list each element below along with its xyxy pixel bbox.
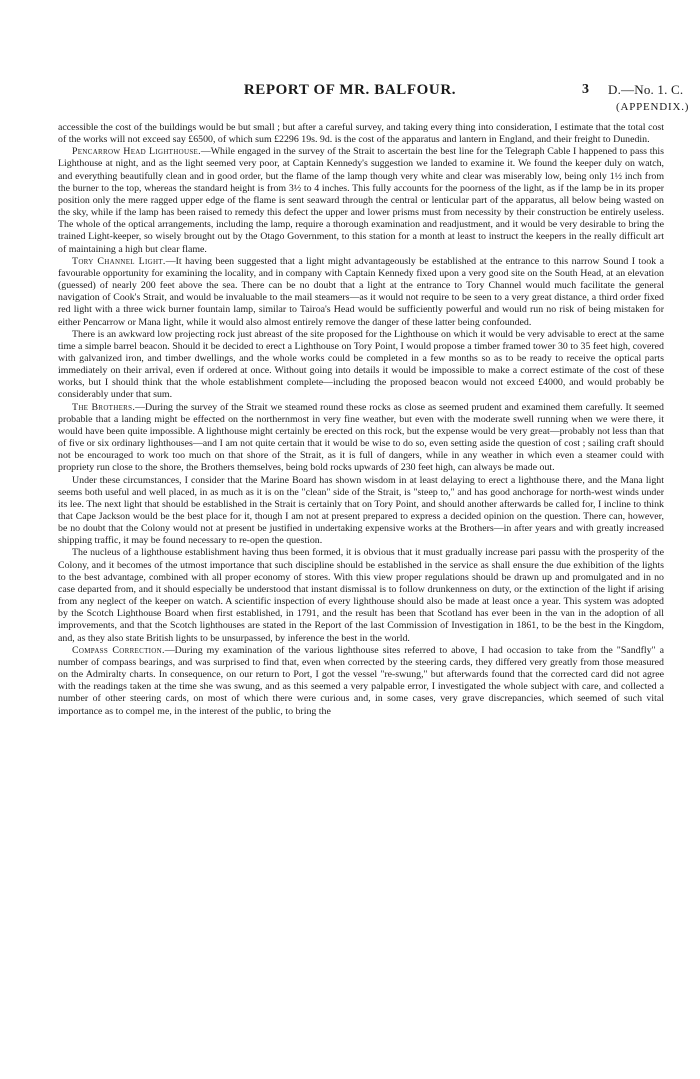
page-title: REPORT OF MR. BALFOUR. bbox=[243, 82, 457, 98]
paragraph-the-brothers bbox=[58, 402, 664, 475]
paragraph-text: —While engaged in the survey of the Strait to ascertain the best line for the Telegraph Cable I happened to pass this Lighthouse at night, and as the light seemed very poor, at Captain Kennedy's suggestion we landed to examine it. We found the keeper duly on watch, and everything beautifully clean and in good order, but the flame of the lamp though very white and clear was miserably low, being only 1½ inch from the burner to the top, whereas the standard height is from 3½ to 4 inches. This fully accounts for the poorness of the light, as if the lamp be in its proper position only the mere ragged upper edge of the flame is sent seaward through the central or lenticular part of the apparatus, all below being wasted on the sky, while if the lamp has been raised to remedy this defect the upper and lower prisms must from necessity by their construction be entirely useless. The whole of the optical arrangements, including the lamp, require a thorough examination and readjustment, and it would be very desirable to bring the trained Light-keeper, so wisely brought out by the Otago Government, to this station for a month at least to instruct the keepers in the really difficult art of maintaining a high but clear flame. bbox=[58, 146, 664, 255]
paragraph-lighthouse-establishment bbox=[58, 547, 664, 644]
paragraph-text: There is an awkward low projecting rock just abreast of the site proposed for the Lighthouse on which it would be very advisable to erect at the same time a simple barrel beacon. Should it be decided to erect a Lighthouse on Tory Point, I would propose a timber framed tower 30 to 35 feet high, covered with galvanized iron, and timber dwellings, and the whole works could be completed in a few months so as to be ready to receive the optical parts immediately on their arrival, even if ordered at once. Without going into details it would be impossible to make a correct estimate of the cost of these works, but I should think that the whole establishment complete—including the proposed beacon would not exceed £4000, and would probably be considerably under that sum. bbox=[58, 328, 664, 401]
paragraph-text: —During the survey of the Strait we steamed round these rocks as close as seemed prudent and examined them carefully. It seemed probable that a landing might be effected on the northernmost in very fine weather, but even with the moderate swell running when we were there, it would have been quite impossible. A lighthouse might certainly be erected on this rock, but the expense would be very great—probably not less than that of five or six ordinary lighthouses—and I am not quite certain that it would be wise to do so, even setting aside the question of cost ; sailing craft should not be encouraged to work too much on that shore of the Strait, as it is full of dangers, while in any weather in which even a steamer could with propriety run close to the shore, the Brothers themselves, being bold rocks upwards of 230 feet high, can always be made out. bbox=[58, 401, 664, 474]
paragraph-text: The nucleus of a lighthouse establishment having thus been formed, it is obvious that it must gradually increase pari passu with the prosperity of the Colony, and it becomes of the utmost importance that such discipline should be established in the service as shall ensure the due exhibition of the lights to the best advantage, combined with all proper economy of stores. With this view proper regulations should be drawn up and promulgated and in no case departed from, and it should especially be understood that instant dismissal is to follow drunkenness on duty, or the extinction of the light if arising from any neglect of the keeper on watch. A scientific inspection of every lighthouse should also be made at least once a year. This system was adopted by the Scotch Lighthouse Board when first established, in 1791, and the result has been that Scotland has ever been in the van in the adoption of all improvements, and that the Scotch lighthouses are stated in the Report of the last Commission of Investigation in 1861, to be the best in the Kingdom, and, as they also state British lights to be unsurpassed, by inference the best in the world. bbox=[58, 547, 664, 644]
paragraph-text: accessible the cost of the buildings would be but small ; but after a careful survey, and taking every thing into consideration, I estimate that the total cost of the works will not exceed say £6500, of which sum £2296 19s. 9d. is the cost of the apparatus and lantern in England, and their freight to Dunedin. bbox=[58, 122, 664, 146]
paragraph-tory-channel bbox=[58, 256, 664, 329]
appendix-label: (APPENDIX.) bbox=[616, 101, 690, 113]
report-body bbox=[58, 122, 664, 718]
section-heading: The Brothers. bbox=[72, 401, 136, 413]
paragraph-pencarrow-head bbox=[58, 146, 664, 255]
paragraph-cost-estimate bbox=[58, 122, 664, 146]
document-reference: D.—No. 1. C. bbox=[608, 82, 684, 97]
paragraph-text: Under these circumstances, I consider that the Marine Board has shown wisdom in at least delaying to erect a lighthouse there, and the Mana light seems both useful and well placed, in as much as it is on the "clean" side of the Strait, is "steep to," and has good anchorage for north-west winds under its lee. The next light that should be established in the Strait is certainly that on Tory Point, and should another afterwards be called for, I incline to think that Cape Jackson would be the best place for it, though I am not at present prepared to express a decided opinion on the question. There can, however, be no doubt that the Colony would not at present be justified in undertaking expensive works at the Brothers—in after years and with greatly increased shipping traffic, it may be found necessary to re-open the question. bbox=[58, 474, 664, 547]
paragraph-tory-point-beacon bbox=[58, 329, 664, 402]
paragraph-text: —During my examination of the various lighthouse sites referred to above, I had occasion to take from the "Sandfly" a number of compass bearings, and was surprised to find that, even when corrected by the steering cards, they differed very greatly from those measured on the Admiralty charts. In consequence, on our return to Port, I got the vessel "re-swung," but afterwards found that the corrected card did not agree with the readings taken at the time she was swung, and as this seemed a very palpable error, I investigated the whole subject with care, and collected a number of other steering cards, on most of which there were curious and, in some cases, very grave discrepancies, which seemed of such vital importance as to compel me, in the interest of the public, to bring the bbox=[58, 644, 664, 717]
page-header bbox=[0, 82, 700, 122]
page-number: 3 bbox=[582, 82, 589, 97]
paragraph-compass-correction bbox=[58, 645, 664, 718]
section-heading: Tory Channel Light. bbox=[72, 255, 166, 267]
paragraph-text: —It having been suggested that a light might advantageously be established at the entrance to this narrow Sound I took a favourable opportunity for examining the locality, and in company with Captain Kennedy fixed upon a very good site on the South Head, at an elevation (guessed) of nearly 200 feet above the sea. There can be no doubt that a light at the entrance to Tory Channel would much facilitate the general navigation of Cook's Strait, and would be invaluable to the mail steamers—as it would not require to be seen to a very great distance, a third order fixed red light with a three wick burner fountain lamp, similar to Tairoa's Head would be sufficiently powerful and would run no risk of being mistaken for either Pencarrow or Mana light, while it would also almost entirely remove the danger of these latter being confounded. bbox=[58, 255, 664, 328]
paragraph-marine-board bbox=[58, 475, 664, 548]
section-heading: Pencarrow Head Lighthouse. bbox=[72, 146, 201, 158]
section-heading: Compass Correction. bbox=[72, 644, 165, 656]
